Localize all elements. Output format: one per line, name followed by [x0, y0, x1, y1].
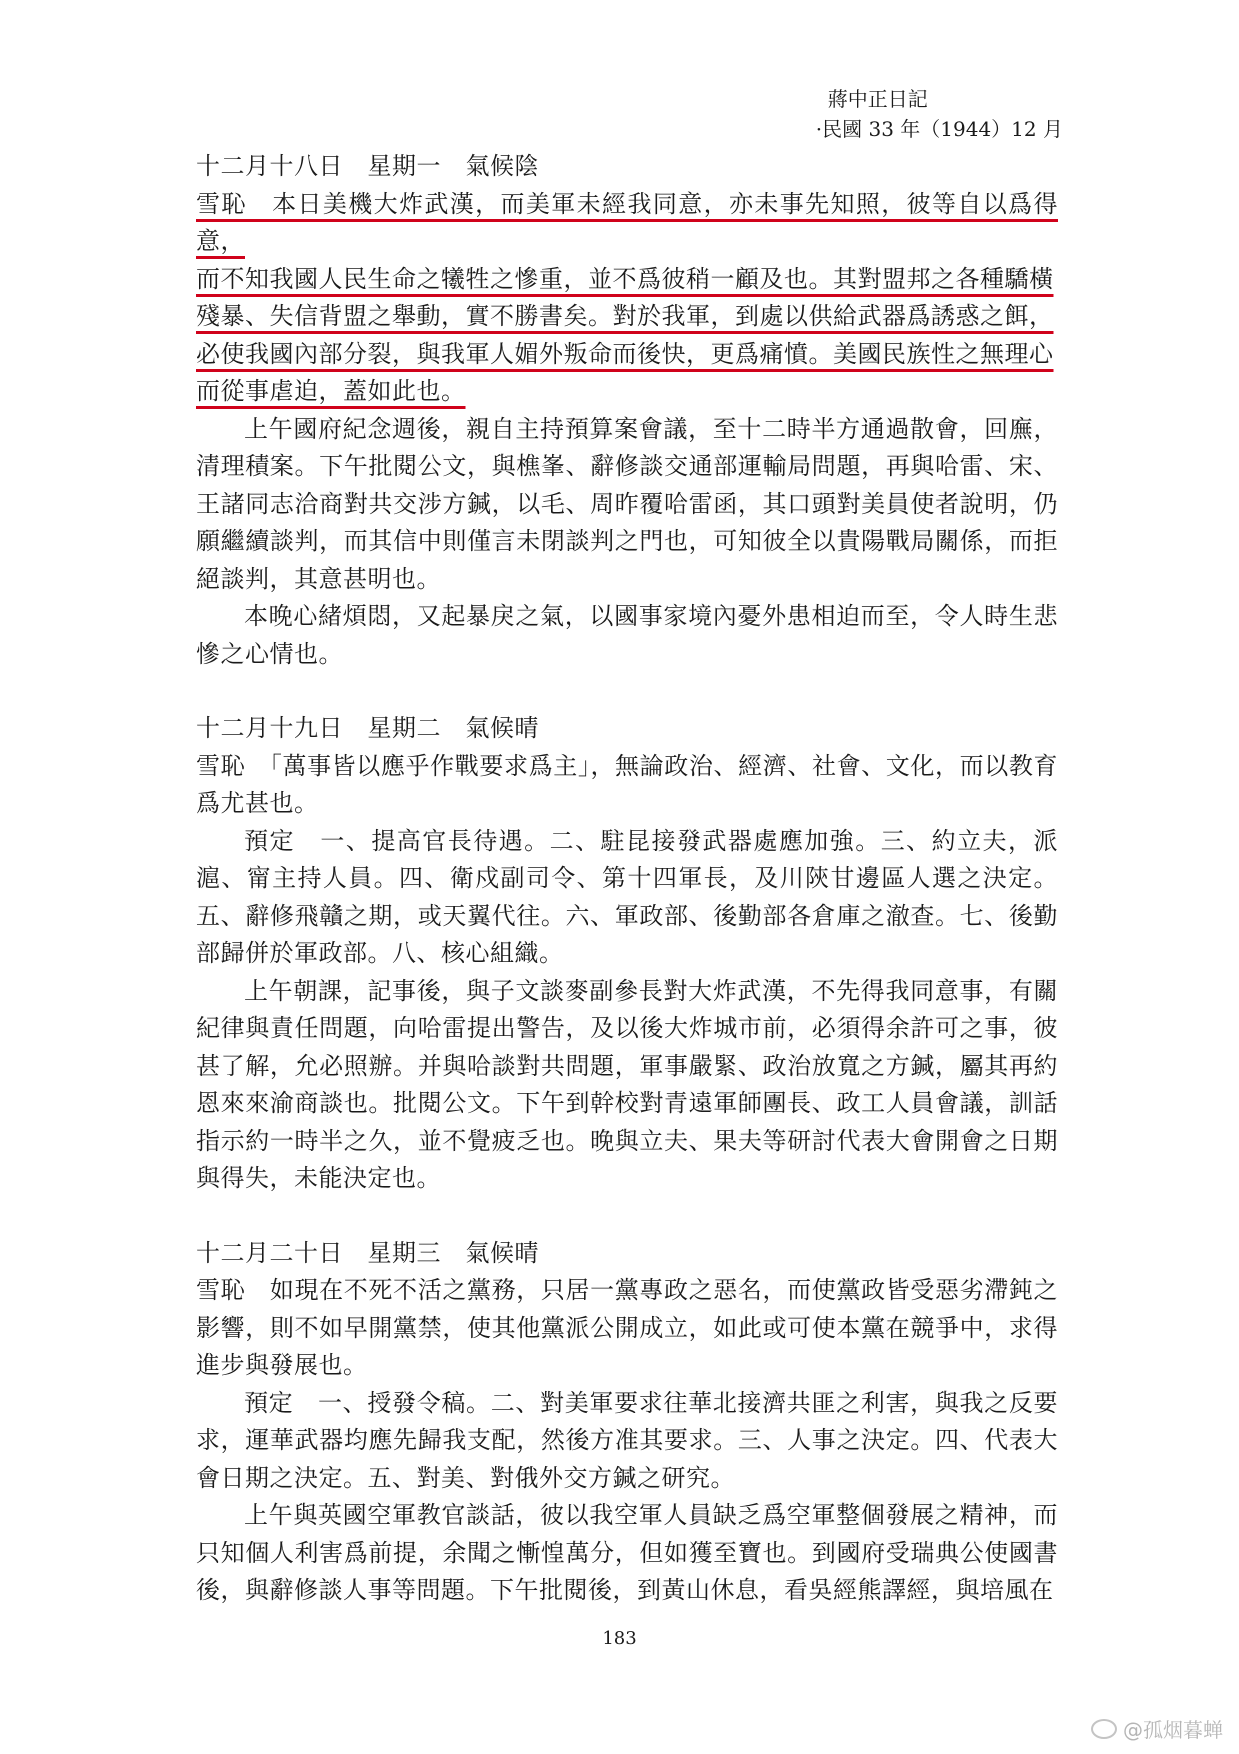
underlined-line: 必使我國內部分裂，與我軍人媚外叛命而後快，更爲痛憤。美國民族性之無理心 — [196, 339, 1054, 368]
underlined-line: 而從事虐迫，蓋如此也。 — [196, 377, 466, 405]
entry-date-line: 十二月十九日 星期二 氣候晴 — [196, 714, 539, 742]
page-number: 183 — [602, 1628, 637, 1649]
page-header — [816, 84, 1063, 144]
diary-title: 蔣中正日記 — [827, 87, 928, 111]
entry-dec-19 — [196, 710, 1058, 1198]
underlined-passage — [196, 186, 1058, 411]
entry-paragraph: 雪恥 「萬事皆以應乎作戰要求爲主」，無論政治、經濟、社會、文化，而以教育爲尤甚也。 — [196, 751, 1058, 817]
underlined-line: 而不知我國人民生命之犧牲之慘重，並不爲彼稍一顧及也。其對盟邦之各種驕橫 — [196, 264, 1054, 293]
entry-gap — [196, 673, 1058, 710]
entry-dec-20 — [196, 1235, 1058, 1610]
underlined-line: 殘暴、失信背盟之舉動，實不勝書矣。對於我軍，到處以供給武器爲誘惑之餌， — [196, 302, 1054, 330]
underlined-line: 雪恥 本日美機大炸武漢，而美軍未經我同意，亦未事先知照，彼等自以爲得意， — [196, 189, 1058, 255]
entry-paragraph: 預定 一、提高官長待遇。二、駐昆接發武器處應加強。三、約立夫，派滬、甯主持人員。四、衛戍副司令、第十四軍長，及川陝甘邊區人選之決定。五、辭修飛贛之期，或天翼代往。六、軍政部、後勤部各倉庫之澈查。七、後勤部歸併於軍政部。八、核心組織。 — [196, 826, 1058, 967]
entry-paragraph: 上午朝課，記事後，與子文談麥副參長對大炸武漢，不先得我同意事，有關紀律與責任問題，向哈雷提出警告，及以後大炸城市前，必須得余許可之事，彼甚了解，允必照辦。并與哈談對共問題，軍事嚴緊、政治放寬之方鍼，屬其再約恩來來渝商談也。批閱公文。下午到幹校對青遠軍師團長、政工人員會議，訓話指示約一時半之久，並不覺疲乏也。晚與立夫、果夫等研討代表大會開會之日期與得失，未能決定也。 — [196, 976, 1058, 1192]
document-body — [196, 148, 1058, 1610]
entry-date-line: 十二月十八日 星期一 氣候陰 — [196, 152, 539, 180]
watermark-handle: @孤烟暮蝉 — [1123, 1718, 1223, 1742]
diary-period: ·民國 33 年（1944）12 月 — [815, 117, 1063, 141]
entry-paragraph: 雪恥 如現在不死不活之黨務，只居一黨專政之惡名，而使黨政皆受惡劣滯鈍之影響，則不如早開黨禁，使其他黨派公開成立，如此或可使本黨在競爭中，求得進步與發展也。 — [196, 1276, 1058, 1379]
entry-dec-18 — [196, 148, 1058, 673]
entry-paragraph: 上午與英國空軍教官談話，彼以我空軍人員缺乏爲空軍整個發展之精神，而只知個人利害爲前提，余聞之慚惶萬分，但如獲至寶也。到國府受瑞典公使國書後，與辭修談人事等問題。下午批閱後，到黃山休息，看吳經熊譯經，與培風在 — [196, 1501, 1058, 1604]
entry-gap — [196, 1198, 1058, 1235]
entry-paragraph: 預定 一、授發令稿。二、對美軍要求往華北接濟共匪之利害，與我之反要求，運華武器均應先歸我支配，然後方准其要求。三、人事之決定。四、代表大會日期之決定。五、對美、對俄外交方鍼之研究。 — [196, 1388, 1058, 1492]
weibo-logo-icon — [1091, 1719, 1117, 1739]
entry-paragraph: 本晚心緒煩悶，又起暴戾之氣，以國事家境內憂外患相迫而至，令人時生悲慘之心情也。 — [196, 602, 1058, 668]
entry-date-line: 十二月二十日 星期三 氣候晴 — [196, 1238, 539, 1267]
entry-paragraph: 上午國府紀念週後，親自主持預算案會議，至十二時半方通過散會，回廡，清理積案。下午批閱公文，與樵峯、辭修談交通部運輸局問題，再與哈雷、宋、王諸同志洽商對共交涉方鍼，以毛、周昨覆哈雷函，其口頭對美員使者說明，仍願繼續談判，而其信中則僅言未閉談判之門也，可知彼全以貴陽戰局關係，而拒絕談判，其意甚明也。 — [196, 414, 1058, 593]
watermark — [1091, 1714, 1223, 1743]
